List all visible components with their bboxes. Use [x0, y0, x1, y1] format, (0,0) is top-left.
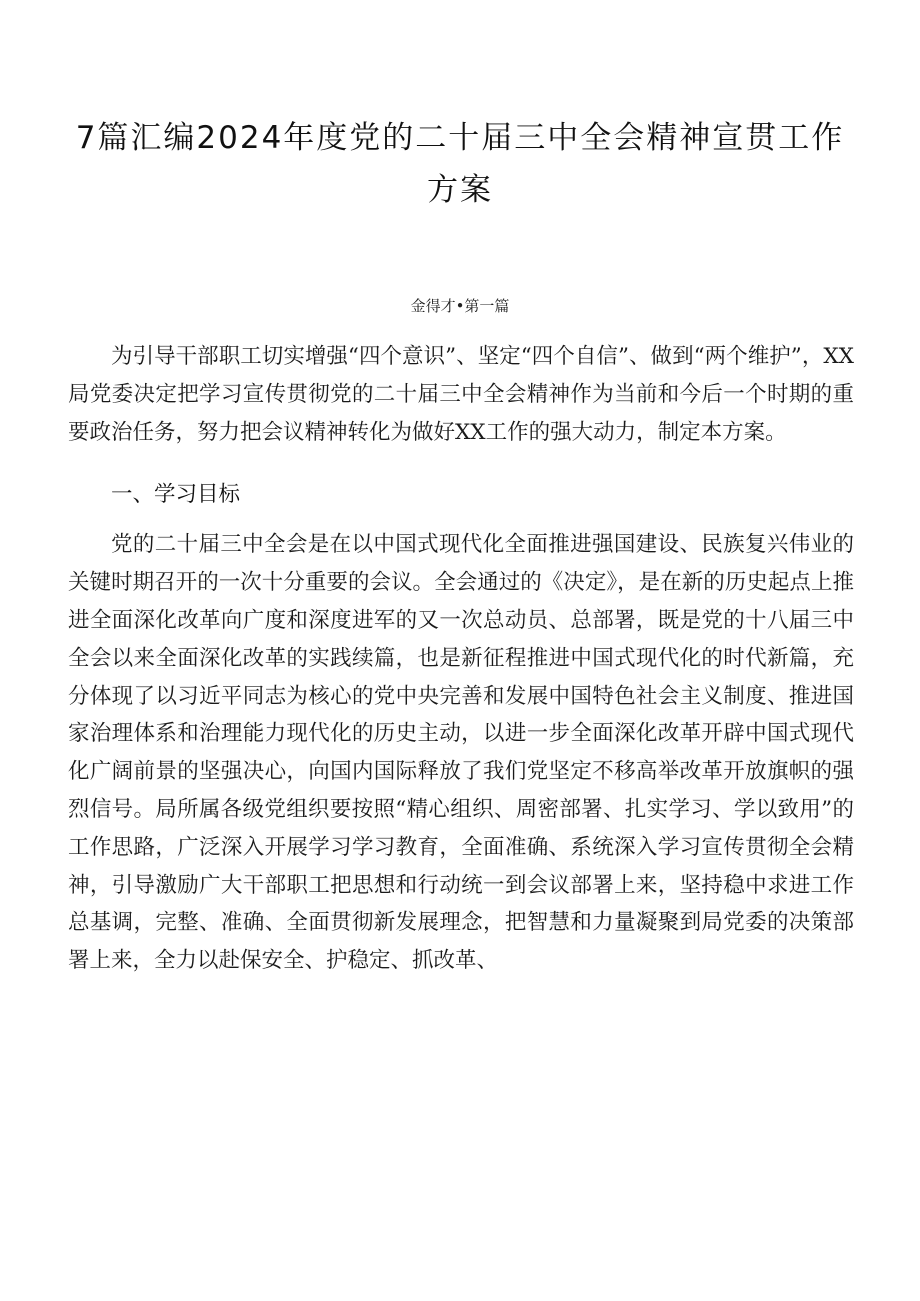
section-paragraph: 党的二十届三中全会是在以中国式现代化全面推进强国建设、民族复兴伟业的关键时期召开的一次十分重要的会议。全会通过的《决定》，是在新的历史起点上推进全面深化改革向广度和深度进军的又一次总动员、总部署，既是党的十八届三中全会以来全面深化改革的实践续篇，也是新征程推进中国式现代化的时代新篇，充分体现了以习近平同志为核心的党中央完善和发展中国特色社会主义制度、推进国家治理体系和治理能力现代化的历史主动，以进一步全面深化改革开辟中国式现代化广阔前景的坚强决心，向国内国际释放了我们党坚定不移高举改革开放旗帜的强烈信号。局所属各级党组织要按照“精心组织、周密部署、扎实学习、学以致用”的工作思路，广泛深入开展学习学习教育，全面准确、系统深入学习宣传贯彻全会精神，引导激励广大干部职工把思想和行动统一到会议部署上来，坚持稳中求进工作总基调，完整、准确、全面贯彻新发展理念，把智慧和力量凝聚到局党委的决策部署上来，全力以赴保安全、护稳定、抓改革、: [68, 532, 854, 974]
document-title: 7篇汇编2024年度党的二十届三中全会精神宣贯工作方案: [75, 120, 845, 208]
document-body: [68, 338, 854, 980]
section-heading: 一、学习目标: [111, 482, 241, 508]
intro-paragraph: 为引导干部职工切实增强“四个意识”、坚定“四个自信”、做到“两个维护”，XX局党委决定把学习宣传贯彻党的二十届三中全会精神作为当前和今后一个时期的重要政治任务，努力把会议精神转化为做好XX工作的强大动力，制定本方案。: [68, 344, 854, 445]
document-subtitle: 金得才•第一篇: [410, 297, 510, 315]
